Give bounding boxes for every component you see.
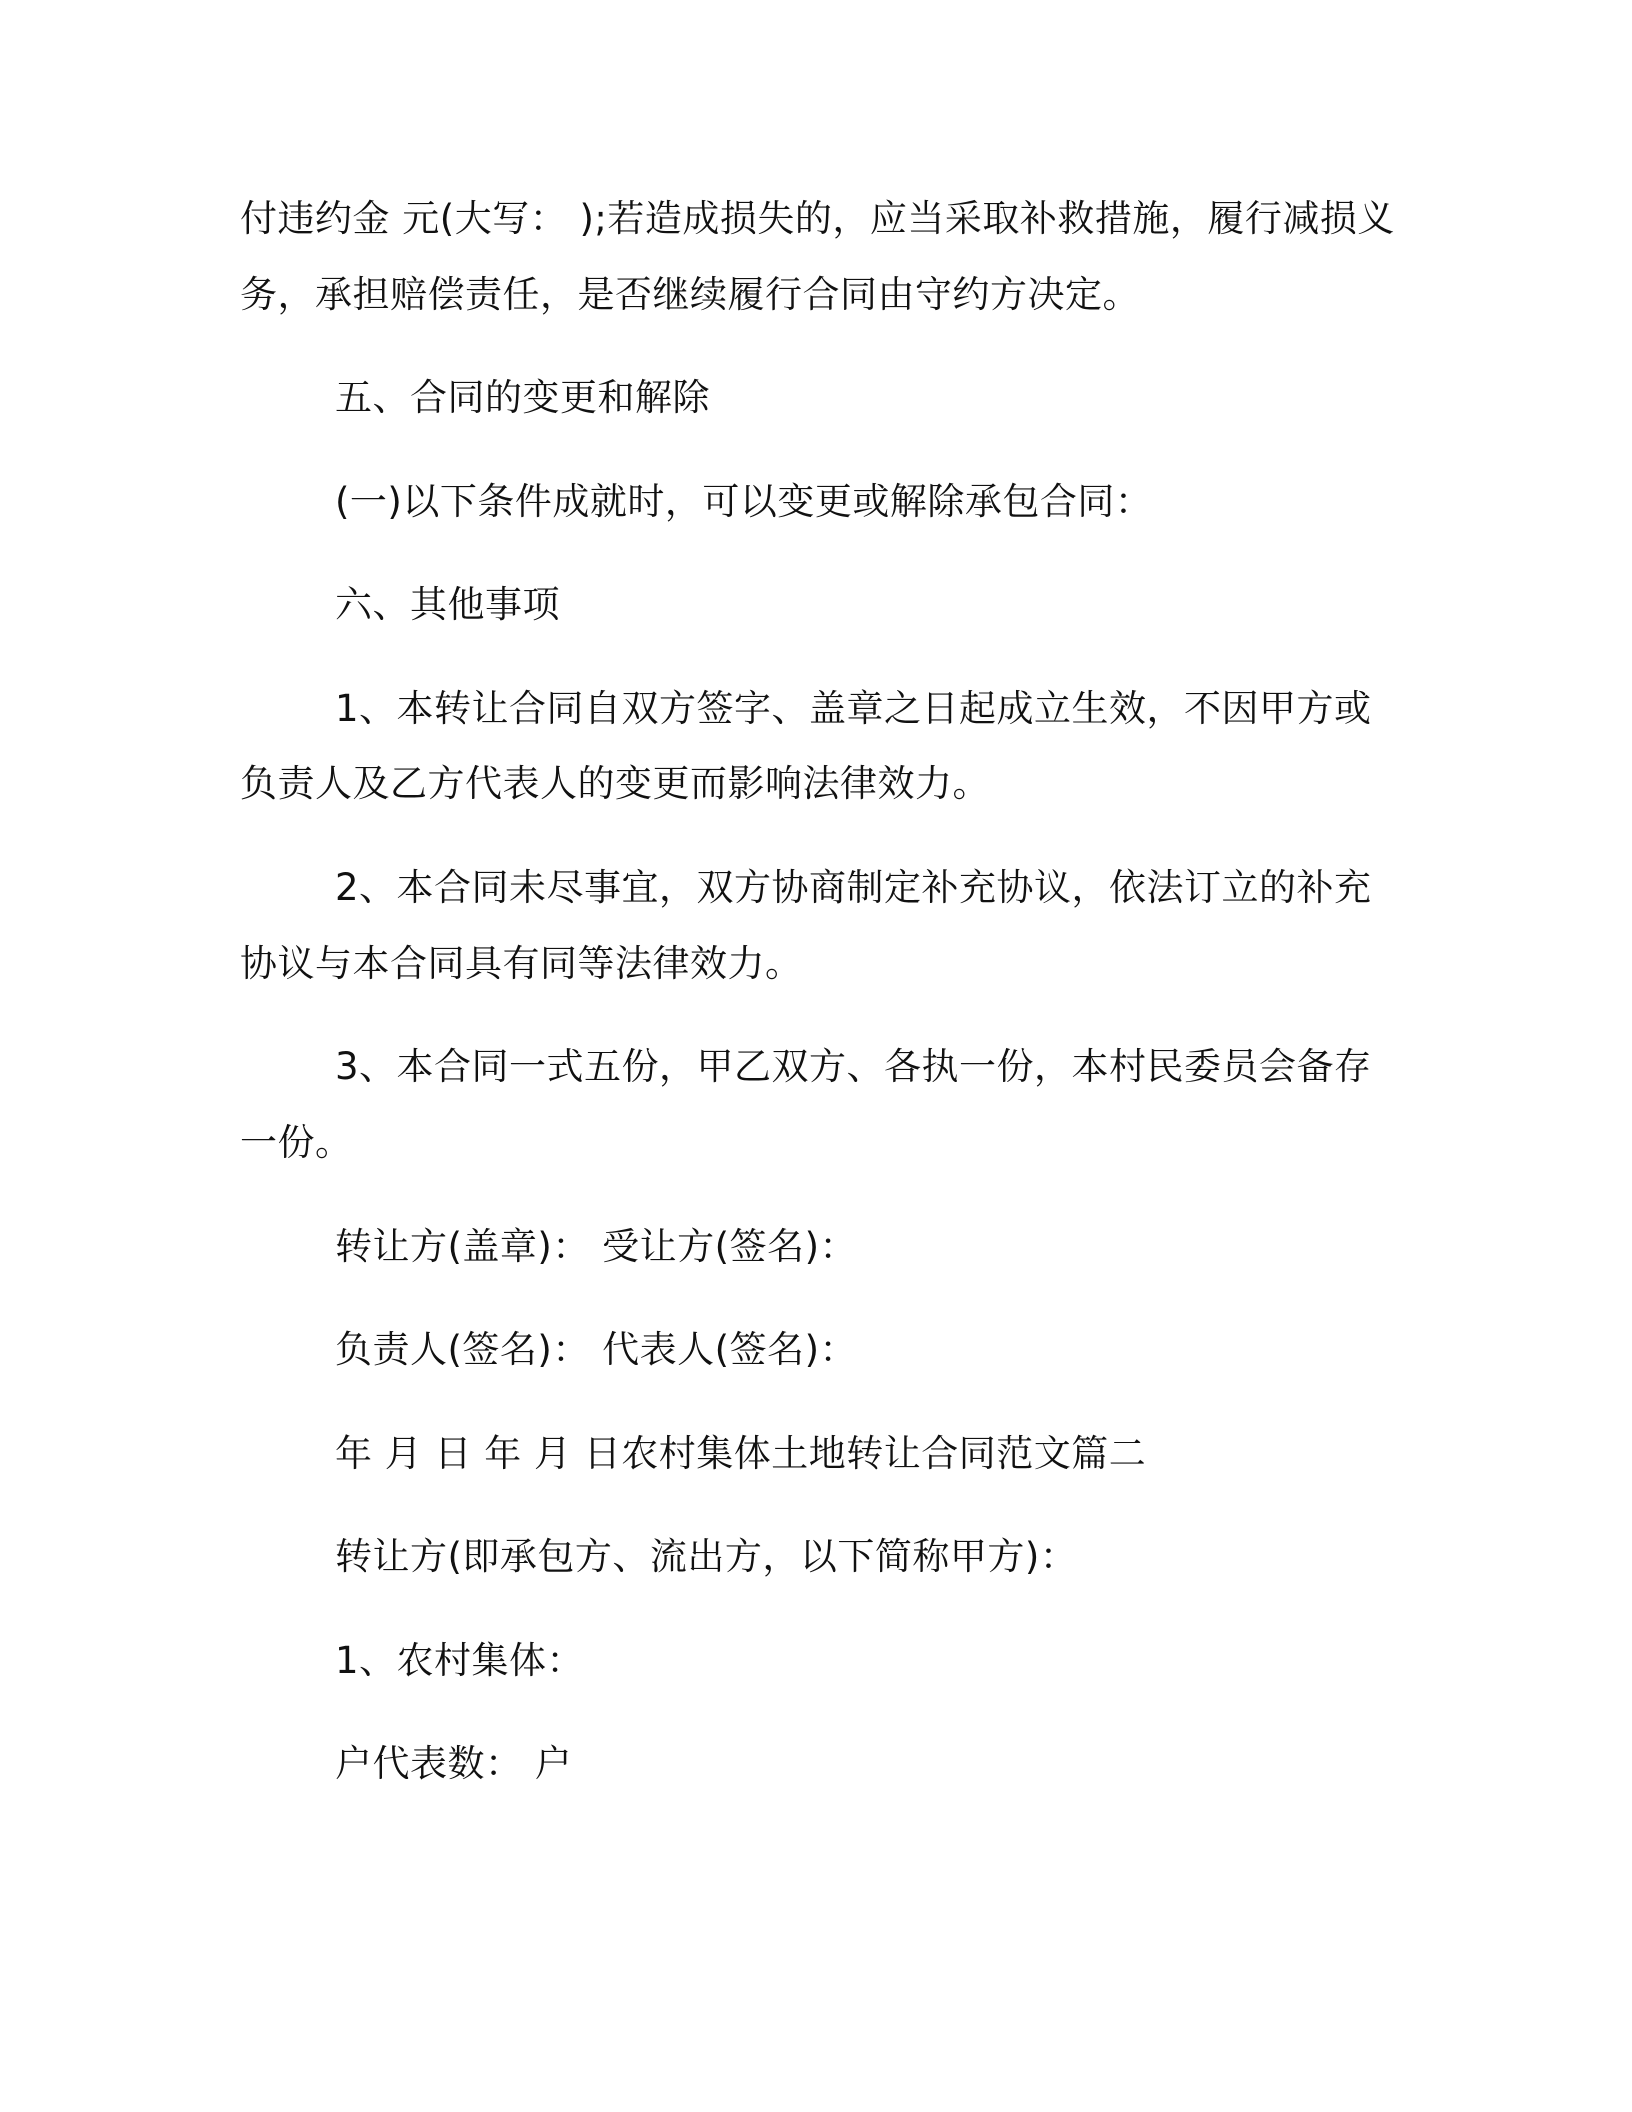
text-line: 务，承担赔偿责任，是否继续履行合同由守约方决定。: [240, 273, 1140, 316]
text-line: 1、本转让合同自双方签字、盖章之日起成立生效，不因甲方或: [335, 687, 1372, 730]
text-line: 协议与本合同具有同等法律效力。: [240, 942, 803, 985]
section-heading: 五、合同的变更和解除: [335, 376, 710, 419]
signature-line: 负责人(签名)： 代表人(签名)：: [335, 1328, 858, 1371]
date-line: 年 月 日 年 月 日农村集体土地转让合同范文篇二: [335, 1432, 1147, 1475]
text-line: 付违约金 元(大写： );若造成损失的，应当采取补救措施，履行减损义: [240, 197, 1395, 240]
section-heading: 六、其他事项: [335, 583, 560, 626]
text-line: 一份。: [240, 1121, 353, 1164]
text-line: (一)以下条件成就时，可以变更或解除承包合同：: [335, 480, 1153, 523]
signature-line: 转让方(盖章)： 受让方(签名)：: [335, 1225, 858, 1268]
text-line: 户代表数： 户: [335, 1742, 573, 1785]
text-line: 3、本合同一式五份，甲乙双方、各执一份，本村民委员会备存: [335, 1045, 1372, 1088]
text-line: 转让方(即承包方、流出方，以下简称甲方)：: [335, 1535, 1078, 1578]
text-line: 2、本合同未尽事宜，双方协商制定补充协议，依法订立的补充: [335, 866, 1372, 909]
text-line: 1、农村集体：: [335, 1639, 585, 1682]
text-line: 负责人及乙方代表人的变更而影响法律效力。: [240, 762, 990, 805]
